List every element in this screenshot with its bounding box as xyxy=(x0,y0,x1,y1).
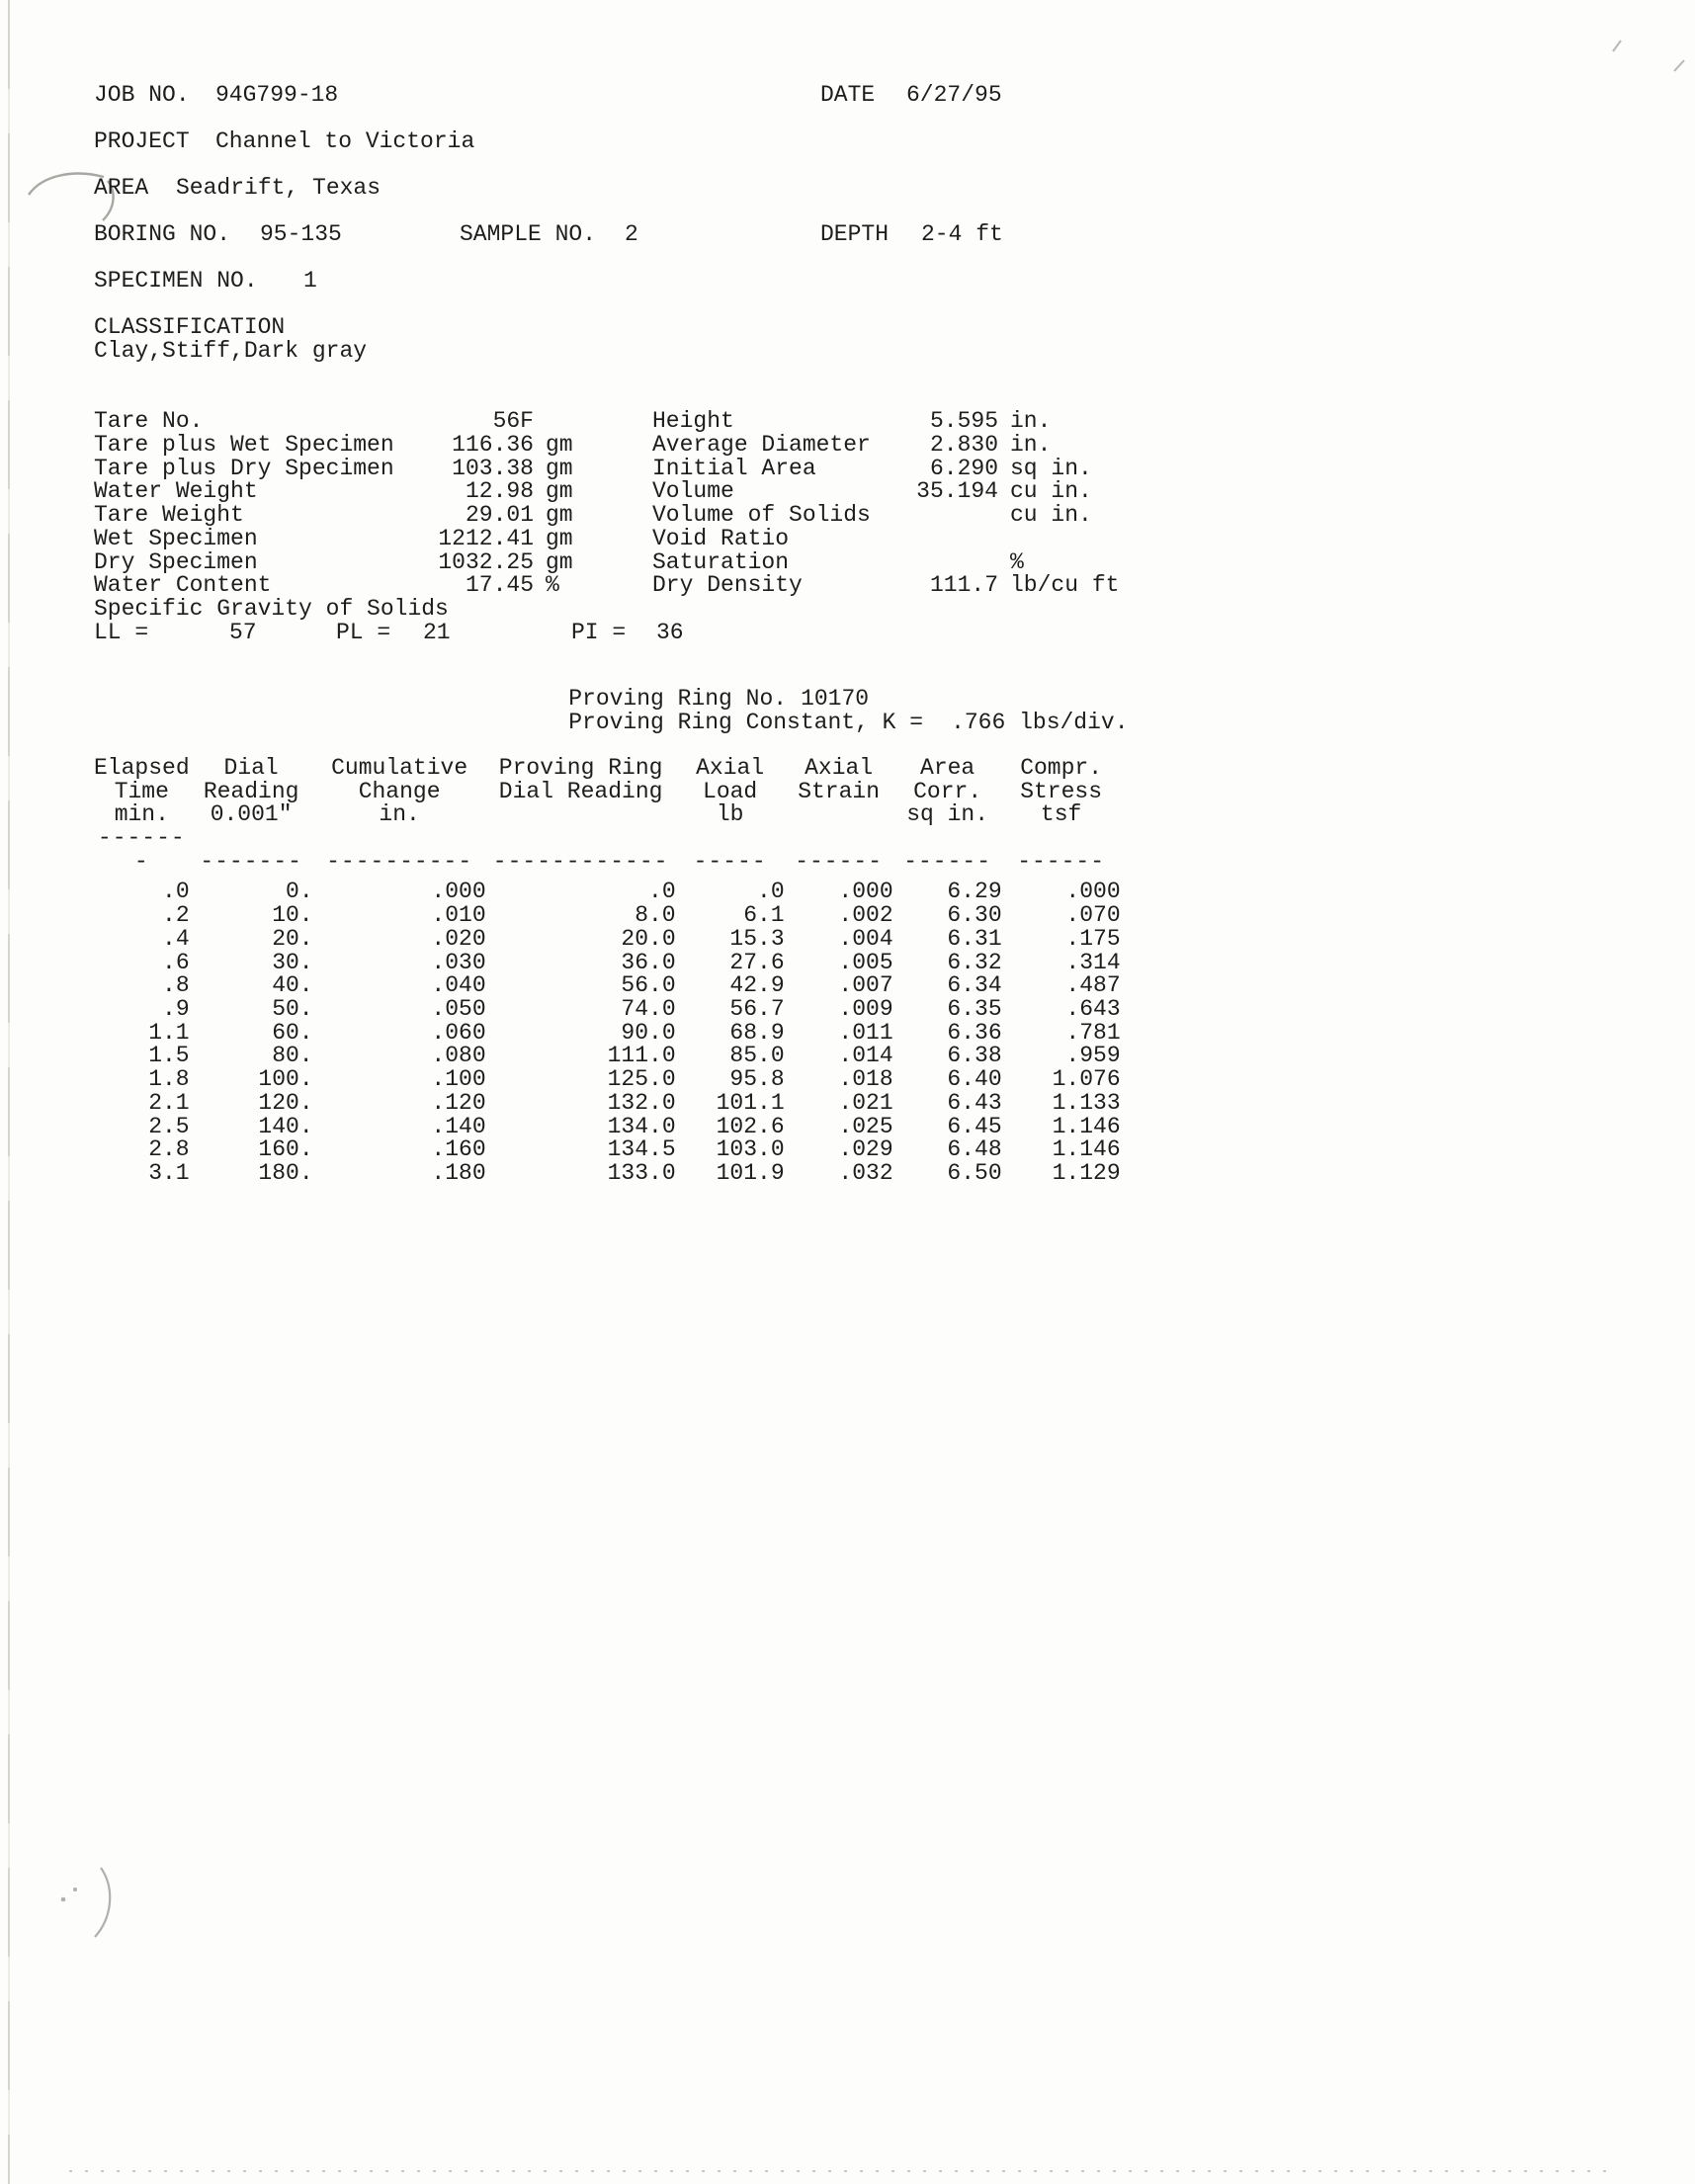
boring-number-value: 95-135 xyxy=(260,221,342,247)
spec-label: Water Weight xyxy=(94,478,258,504)
sample-number-value: 2 xyxy=(625,221,638,247)
spec-row-wet-specimen xyxy=(94,528,647,551)
cell: 36.0 xyxy=(621,949,676,975)
cell: 180. xyxy=(258,1159,313,1186)
spec-unit: gm xyxy=(546,456,573,481)
proving-ring-number-label: Proving Ring No. xyxy=(568,685,788,712)
cell: .4 xyxy=(162,925,190,952)
cell: 6.45 xyxy=(947,1113,1002,1139)
table-row xyxy=(94,874,1121,904)
depth-value: 2-4 ft xyxy=(921,221,1003,247)
cell: .010 xyxy=(431,902,486,929)
cell: 80. xyxy=(272,1043,313,1069)
cell: 2.5 xyxy=(148,1113,190,1139)
cell: 42.9 xyxy=(729,972,785,999)
cell: .160 xyxy=(431,1136,486,1163)
column-underline: ------- xyxy=(200,848,302,875)
cell: 3.1 xyxy=(148,1159,190,1186)
table-row xyxy=(94,974,1121,998)
spec-value: 2.830 xyxy=(929,432,998,458)
cell: 134.0 xyxy=(607,1113,676,1139)
cell: 6.29 xyxy=(947,879,1002,905)
cell: 1.076 xyxy=(1052,1066,1121,1093)
spec-row-average-diameter xyxy=(652,434,1127,458)
column-underline: ------ xyxy=(795,848,884,875)
proving-ring-constant-label: Proving Ring Constant, K = xyxy=(568,709,924,735)
cell: 1.146 xyxy=(1052,1113,1121,1139)
cell: .018 xyxy=(838,1066,893,1093)
classification-value: Clay,Stiff,Dark gray xyxy=(94,338,368,364)
cell: .021 xyxy=(838,1089,893,1116)
job-number-value: 94G799-18 xyxy=(215,82,339,108)
cell: 6.36 xyxy=(947,1019,1002,1046)
cell: 95.8 xyxy=(729,1066,785,1093)
spec-label: Tare plus Wet Specimen xyxy=(94,432,394,458)
depth-label: DEPTH xyxy=(820,221,890,247)
cell: 56.0 xyxy=(621,972,676,999)
table-row xyxy=(94,1092,1121,1116)
cell: 1.146 xyxy=(1052,1136,1121,1163)
project-label: PROJECT xyxy=(94,128,190,154)
column-underline: ----- xyxy=(693,848,767,875)
proving-ring-constant-value: .766 lbs/div. xyxy=(951,709,1129,735)
cell: .0 xyxy=(648,879,676,905)
cell: 125.0 xyxy=(607,1066,676,1093)
spec-value: 5.595 xyxy=(929,408,998,434)
spec-value: 1032.25 xyxy=(438,549,534,575)
table-row xyxy=(94,1022,1121,1046)
spec-value: 116.36 xyxy=(452,432,534,458)
cell: 6.35 xyxy=(947,995,1002,1022)
cell: 1.5 xyxy=(148,1043,190,1069)
cell: 2.1 xyxy=(148,1089,190,1116)
ll-value: 57 xyxy=(229,620,257,645)
spec-value: 111.7 xyxy=(929,572,998,598)
cell: 6.30 xyxy=(947,902,1002,929)
spec-label: Height xyxy=(652,408,734,434)
cell: 10. xyxy=(272,902,313,929)
spec-value: 6.290 xyxy=(929,456,998,481)
spec-unit: gm xyxy=(546,478,573,504)
cell: 134.5 xyxy=(607,1136,676,1163)
spec-unit: % xyxy=(546,572,559,598)
column-underline: ------------ xyxy=(492,848,669,875)
cell: .007 xyxy=(838,972,893,999)
cell: .014 xyxy=(838,1043,893,1069)
cell: 27.6 xyxy=(729,949,785,975)
cell: .314 xyxy=(1065,949,1121,975)
spec-row-volume-of-solids xyxy=(652,504,1127,528)
col-header-cumulative-change: Cumulative Change in. xyxy=(331,755,468,828)
handwriting-mark-bottom xyxy=(47,1860,128,1951)
cell: .020 xyxy=(431,925,486,952)
spec-value: 35.194 xyxy=(916,478,998,504)
cell: .175 xyxy=(1065,925,1121,952)
spec-unit: gm xyxy=(546,432,573,458)
cell: 160. xyxy=(258,1136,313,1163)
spec-label: Specific Gravity of Solids xyxy=(94,596,449,622)
cell: .2 xyxy=(162,902,190,929)
cell: 6.1 xyxy=(743,902,785,929)
cell: 68.9 xyxy=(729,1019,785,1046)
table-header-row xyxy=(94,757,1121,827)
cell: 132.0 xyxy=(607,1089,676,1116)
spec-unit: % xyxy=(1010,549,1024,575)
cell: .040 xyxy=(431,972,486,999)
spec-value: 29.01 xyxy=(465,502,534,528)
spec-unit: cu in. xyxy=(1010,502,1092,528)
cell: .0 xyxy=(757,879,785,905)
cell: 111.0 xyxy=(607,1043,676,1069)
cell: 120. xyxy=(258,1089,313,1116)
cell: 6.34 xyxy=(947,972,1002,999)
spec-label: Dry Specimen xyxy=(94,549,258,575)
cell: 102.6 xyxy=(716,1113,785,1139)
spec-value: 1212.41 xyxy=(438,526,534,551)
pi-value: 36 xyxy=(656,620,684,645)
spec-label: Water Content xyxy=(94,572,272,598)
spec-unit: gm xyxy=(546,526,573,551)
cell: 140. xyxy=(258,1113,313,1139)
cell: .004 xyxy=(838,925,893,952)
spec-row-tare-plus-wet xyxy=(94,434,647,458)
cell: .025 xyxy=(838,1113,893,1139)
cell: 60. xyxy=(272,1019,313,1046)
spec-unit: gm xyxy=(546,502,573,528)
spec-unit: sq in. xyxy=(1010,456,1092,481)
spec-label: Void Ratio xyxy=(652,526,790,551)
spec-row-void-ratio xyxy=(652,528,1127,551)
spec-value: 56F xyxy=(492,408,534,434)
cell: 6.32 xyxy=(947,949,1002,975)
spec-label: Tare plus Dry Specimen xyxy=(94,456,394,481)
spec-unit: in. xyxy=(1010,432,1052,458)
col-header-axial-load: Axial Load lb xyxy=(696,755,765,828)
compression-readings-table xyxy=(94,757,1121,1186)
scan-noise-bottom-edge xyxy=(69,2170,1611,2172)
table-row xyxy=(94,904,1121,928)
cell: 15.3 xyxy=(729,925,785,952)
spec-label: Average Diameter xyxy=(652,432,871,458)
cell: 90.0 xyxy=(621,1019,676,1046)
spec-value: 12.98 xyxy=(465,478,534,504)
cell: 6.48 xyxy=(947,1136,1002,1163)
cell: .643 xyxy=(1065,995,1121,1022)
col-header-elapsed-time: Elapsed Time min. xyxy=(94,755,190,828)
scan-edge-line xyxy=(8,0,10,2184)
spec-label: Volume of Solids xyxy=(652,502,871,528)
scan-marks-top-right xyxy=(1599,34,1690,77)
cell: .000 xyxy=(838,879,893,905)
area-label: AREA xyxy=(94,175,149,201)
cell: 40. xyxy=(272,972,313,999)
cell: 56.7 xyxy=(729,995,785,1022)
column-underline: ------- xyxy=(97,825,186,875)
cell: 0. xyxy=(286,879,313,905)
cell: .000 xyxy=(1065,879,1121,905)
cell: .030 xyxy=(431,949,486,975)
spec-label: Tare Weight xyxy=(94,502,244,528)
proving-ring-number-value: 10170 xyxy=(801,685,870,712)
cell: .050 xyxy=(431,995,486,1022)
cell: .0 xyxy=(162,879,190,905)
cell: 1.1 xyxy=(148,1019,190,1046)
proving-ring-constant-line xyxy=(514,685,1129,758)
spec-label: Dry Density xyxy=(652,572,803,598)
spec-unit: gm xyxy=(546,549,573,575)
table-row xyxy=(94,928,1121,952)
cell: .032 xyxy=(838,1159,893,1186)
cell: .000 xyxy=(431,879,486,905)
table-row xyxy=(94,1116,1121,1139)
ll-label: LL = xyxy=(94,620,149,645)
spec-row-tare-weight xyxy=(94,504,647,528)
cell: 101.9 xyxy=(716,1159,785,1186)
cell: 6.43 xyxy=(947,1089,1002,1116)
cell: 8.0 xyxy=(635,902,676,929)
cell: 20.0 xyxy=(621,925,676,952)
date-value: 6/27/95 xyxy=(906,82,1002,108)
table-row xyxy=(94,1068,1121,1092)
col-header-proving-ring: Proving Ring Dial Reading xyxy=(498,755,663,804)
col-header-compr-stress: Compr. Stress tsf xyxy=(1020,755,1103,828)
cell: .9 xyxy=(162,995,190,1022)
date-label: DATE xyxy=(820,82,876,108)
boring-number-label: BORING NO. xyxy=(94,221,231,247)
column-underline: ------ xyxy=(903,848,992,875)
column-underline: ---------- xyxy=(326,848,473,875)
cell: 1.129 xyxy=(1052,1159,1121,1186)
spec-value: 17.45 xyxy=(465,572,534,598)
cell: 30. xyxy=(272,949,313,975)
column-underline: ------ xyxy=(1017,848,1106,875)
specimen-number-label: SPECIMEN NO. xyxy=(94,268,258,294)
spec-label: Volume xyxy=(652,478,734,504)
cell: 2.8 xyxy=(148,1136,190,1163)
spec-row-tare-no xyxy=(94,410,647,434)
project-value: Channel to Victoria xyxy=(215,128,475,154)
table-row xyxy=(94,1138,1121,1162)
cell: 1.133 xyxy=(1052,1089,1121,1116)
cell: 6.38 xyxy=(947,1043,1002,1069)
pl-value: 21 xyxy=(423,620,451,645)
cell: .011 xyxy=(838,1019,893,1046)
cell: 1.8 xyxy=(148,1066,190,1093)
spec-label: Tare No. xyxy=(94,408,204,434)
cell: 6.40 xyxy=(947,1066,1002,1093)
table-row xyxy=(94,1162,1121,1186)
cell: 133.0 xyxy=(607,1159,676,1186)
area-value: Seadrift, Texas xyxy=(176,175,381,201)
job-number-label: JOB NO. xyxy=(94,82,190,108)
cell: 20. xyxy=(272,925,313,952)
col-header-area-corr: Area Corr. sq in. xyxy=(906,755,989,828)
cell: .959 xyxy=(1065,1043,1121,1069)
cell: .6 xyxy=(162,949,190,975)
classification-label: CLASSIFICATION xyxy=(94,314,286,340)
table-row xyxy=(94,1045,1121,1068)
cell: .140 xyxy=(431,1113,486,1139)
spec-row-specific-gravity xyxy=(94,598,647,622)
pl-label: PL = xyxy=(336,620,391,645)
spec-unit: cu in. xyxy=(1010,478,1092,504)
cell: .080 xyxy=(431,1043,486,1069)
spec-value: 103.38 xyxy=(452,456,534,481)
col-header-dial-reading: Dial Reading 0.001" xyxy=(203,755,299,828)
spec-unit: lb/cu ft xyxy=(1010,572,1120,598)
spec-row-volume xyxy=(652,480,1127,504)
cell: .029 xyxy=(838,1136,893,1163)
pi-label: PI = xyxy=(571,620,627,645)
cell: 50. xyxy=(272,995,313,1022)
spec-row-height xyxy=(652,410,1127,434)
cell: .8 xyxy=(162,972,190,999)
cell: .487 xyxy=(1065,972,1121,999)
spec-label: Initial Area xyxy=(652,456,816,481)
cell: 74.0 xyxy=(621,995,676,1022)
cell: 103.0 xyxy=(716,1136,785,1163)
spec-unit: in. xyxy=(1010,408,1052,434)
spec-row-water-weight xyxy=(94,480,647,504)
spec-label: Saturation xyxy=(652,549,790,575)
sample-number-label: SAMPLE NO. xyxy=(460,221,597,247)
cell: .060 xyxy=(431,1019,486,1046)
header-separator-row xyxy=(94,827,1121,874)
cell: .100 xyxy=(431,1066,486,1093)
col-header-axial-strain: Axial Strain xyxy=(798,755,881,804)
cell: .180 xyxy=(431,1159,486,1186)
specimen-number-value: 1 xyxy=(303,268,317,294)
table-row xyxy=(94,998,1121,1022)
cell: .009 xyxy=(838,995,893,1022)
cell: 6.50 xyxy=(947,1159,1002,1186)
spec-label: Wet Specimen xyxy=(94,526,258,551)
cell: .070 xyxy=(1065,902,1121,929)
cell: .005 xyxy=(838,949,893,975)
spec-row-dry-density xyxy=(652,574,1127,598)
cell: .781 xyxy=(1065,1019,1121,1046)
cell: 101.1 xyxy=(716,1089,785,1116)
cell: 100. xyxy=(258,1066,313,1093)
cell: .002 xyxy=(838,902,893,929)
table-row xyxy=(94,952,1121,975)
cell: 6.31 xyxy=(947,925,1002,952)
spec-row-water-content xyxy=(94,574,647,598)
cell: 85.0 xyxy=(729,1043,785,1069)
cell: .120 xyxy=(431,1089,486,1116)
